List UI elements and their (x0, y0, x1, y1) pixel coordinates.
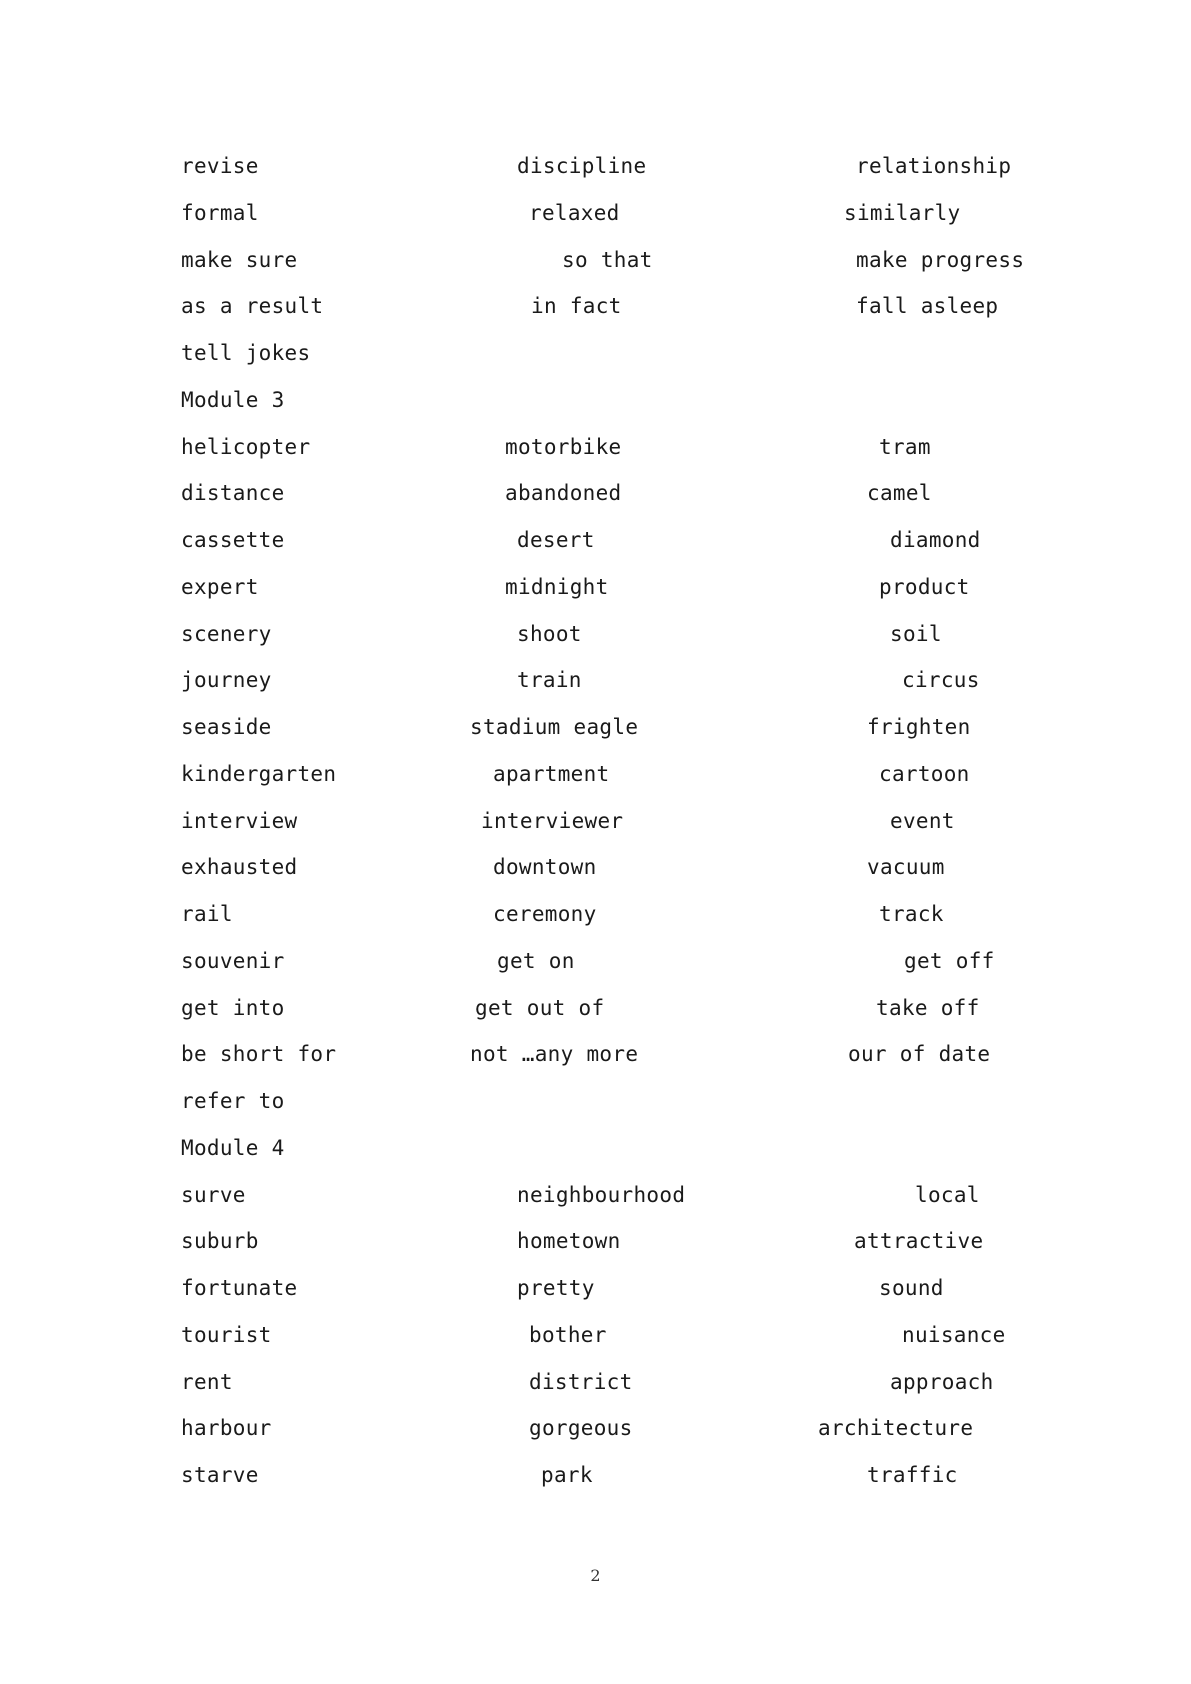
vocabulary-row (0, 338, 1191, 368)
vocabulary-word: get into (181, 995, 285, 1020)
vocabulary-word: cassette (181, 528, 285, 552)
vocabulary-word: circus (902, 668, 980, 693)
vocabulary-word: pretty (517, 1276, 595, 1300)
vocabulary-row (0, 1086, 1191, 1116)
vocabulary-word: interview (181, 808, 298, 833)
page-number: 2 (590, 1566, 601, 1585)
vocabulary-row (0, 198, 1191, 228)
vocabulary-word: similarly (844, 200, 961, 225)
vocabulary-word: rail (181, 902, 233, 926)
vocabulary-word: event (890, 808, 955, 833)
vocabulary-row (0, 1320, 1191, 1350)
vocabulary-word: stadium eagle (470, 715, 639, 739)
vocabulary-word: seaside (181, 715, 272, 739)
vocabulary-word: approach (890, 1369, 994, 1394)
vocabulary-row (0, 291, 1191, 321)
vocabulary-row (0, 806, 1191, 836)
vocabulary-word: our of date (848, 1042, 991, 1067)
vocabulary-word: tourist (181, 1322, 272, 1347)
vocabulary-word: surve (181, 1182, 246, 1207)
vocabulary-word: frighten (867, 715, 971, 739)
vocabulary-word: suburb (181, 1229, 259, 1254)
vocabulary-word: cartoon (879, 761, 970, 786)
vocabulary-row (0, 1226, 1191, 1256)
vocabulary-word: hometown (517, 1229, 621, 1254)
vocabulary-word: refer to (181, 1089, 285, 1113)
vocabulary-word: ceremony (493, 902, 597, 926)
vocabulary-word: get off (904, 948, 995, 973)
vocabulary-word: revise (181, 154, 259, 178)
vocabulary-row (0, 432, 1191, 462)
vocabulary-word: so that (562, 247, 653, 272)
module-heading: Module 4 (181, 1135, 285, 1160)
vocabulary-word: not …any more (470, 1042, 639, 1067)
vocabulary-row (0, 385, 1191, 415)
vocabulary-word: interviewer (481, 808, 624, 833)
vocabulary-word: attractive (854, 1229, 984, 1254)
vocabulary-word: track (879, 902, 944, 926)
vocabulary-word: relationship (856, 154, 1012, 178)
vocabulary-word: as a result (181, 294, 324, 319)
vocabulary-word: sound (879, 1276, 944, 1300)
vocabulary-word: downtown (493, 855, 597, 880)
vocabulary-word: motorbike (505, 434, 622, 459)
vocabulary-row (0, 478, 1191, 508)
vocabulary-row (0, 712, 1191, 742)
vocabulary-row (0, 1133, 1191, 1163)
vocabulary-row (0, 1367, 1191, 1397)
vocabulary-word: exhausted (181, 855, 298, 880)
vocabulary-word: camel (867, 481, 932, 506)
vocabulary-word: get out of (475, 995, 605, 1020)
vocabulary-word: traffic (867, 1463, 958, 1487)
vocabulary-row (0, 946, 1191, 976)
vocabulary-word: expert (181, 574, 259, 599)
vocabulary-word: local (915, 1182, 980, 1207)
vocabulary-word: kindergarten (181, 761, 337, 786)
vocabulary-word: product (879, 574, 970, 599)
vocabulary-word: discipline (517, 154, 647, 178)
vocabulary-word: park (541, 1463, 593, 1487)
vocabulary-word: train (517, 668, 582, 693)
vocabulary-row (0, 759, 1191, 789)
vocabulary-word: be short for (181, 1042, 337, 1067)
vocabulary-word: starve (181, 1463, 259, 1487)
vocabulary-word: architecture (818, 1416, 974, 1441)
vocabulary-word: apartment (493, 761, 610, 786)
vocabulary-word: take off (876, 995, 980, 1020)
vocabulary-word: distance (181, 481, 285, 506)
vocabulary-word: harbour (181, 1416, 272, 1441)
vocabulary-row (0, 151, 1191, 181)
vocabulary-word: bother (529, 1322, 607, 1347)
vocabulary-row (0, 525, 1191, 555)
vocabulary-word: make progress (856, 247, 1025, 272)
vocabulary-row (0, 245, 1191, 275)
vocabulary-word: scenery (181, 621, 272, 646)
vocabulary-word: get on (497, 948, 575, 973)
vocabulary-word: soil (890, 621, 942, 646)
vocabulary-word: fortunate (181, 1276, 298, 1300)
vocabulary-word: in fact (531, 294, 622, 319)
vocabulary-row (0, 1413, 1191, 1443)
vocabulary-row (0, 665, 1191, 695)
module-heading: Module 3 (181, 387, 285, 412)
vocabulary-row (0, 572, 1191, 602)
vocabulary-row (0, 1460, 1191, 1490)
vocabulary-word: tell jokes (181, 341, 311, 365)
vocabulary-word: relaxed (529, 200, 620, 225)
vocabulary-word: helicopter (181, 434, 311, 459)
vocabulary-row (0, 852, 1191, 882)
vocabulary-word: nuisance (902, 1322, 1006, 1347)
vocabulary-word: diamond (890, 528, 981, 552)
vocabulary-word: fall asleep (856, 294, 999, 319)
vocabulary-word: district (529, 1369, 633, 1394)
vocabulary-word: souvenir (181, 948, 285, 973)
vocabulary-word: formal (181, 200, 259, 225)
vocabulary-word: tram (879, 434, 931, 459)
vocabulary-word: shoot (517, 621, 582, 646)
vocabulary-row (0, 899, 1191, 929)
vocabulary-word: make sure (181, 247, 298, 272)
vocabulary-row (0, 1039, 1191, 1069)
vocabulary-word: desert (517, 528, 595, 552)
vocabulary-word: midnight (505, 574, 609, 599)
vocabulary-row (0, 1273, 1191, 1303)
vocabulary-row (0, 1180, 1191, 1210)
vocabulary-word: abandoned (505, 481, 622, 506)
vocabulary-word: neighbourhood (517, 1182, 686, 1207)
vocabulary-word: gorgeous (529, 1416, 633, 1441)
vocabulary-word: rent (181, 1369, 233, 1394)
vocabulary-row (0, 619, 1191, 649)
vocabulary-row (0, 993, 1191, 1023)
vocabulary-word: vacuum (867, 855, 945, 880)
vocabulary-word: journey (181, 668, 272, 693)
